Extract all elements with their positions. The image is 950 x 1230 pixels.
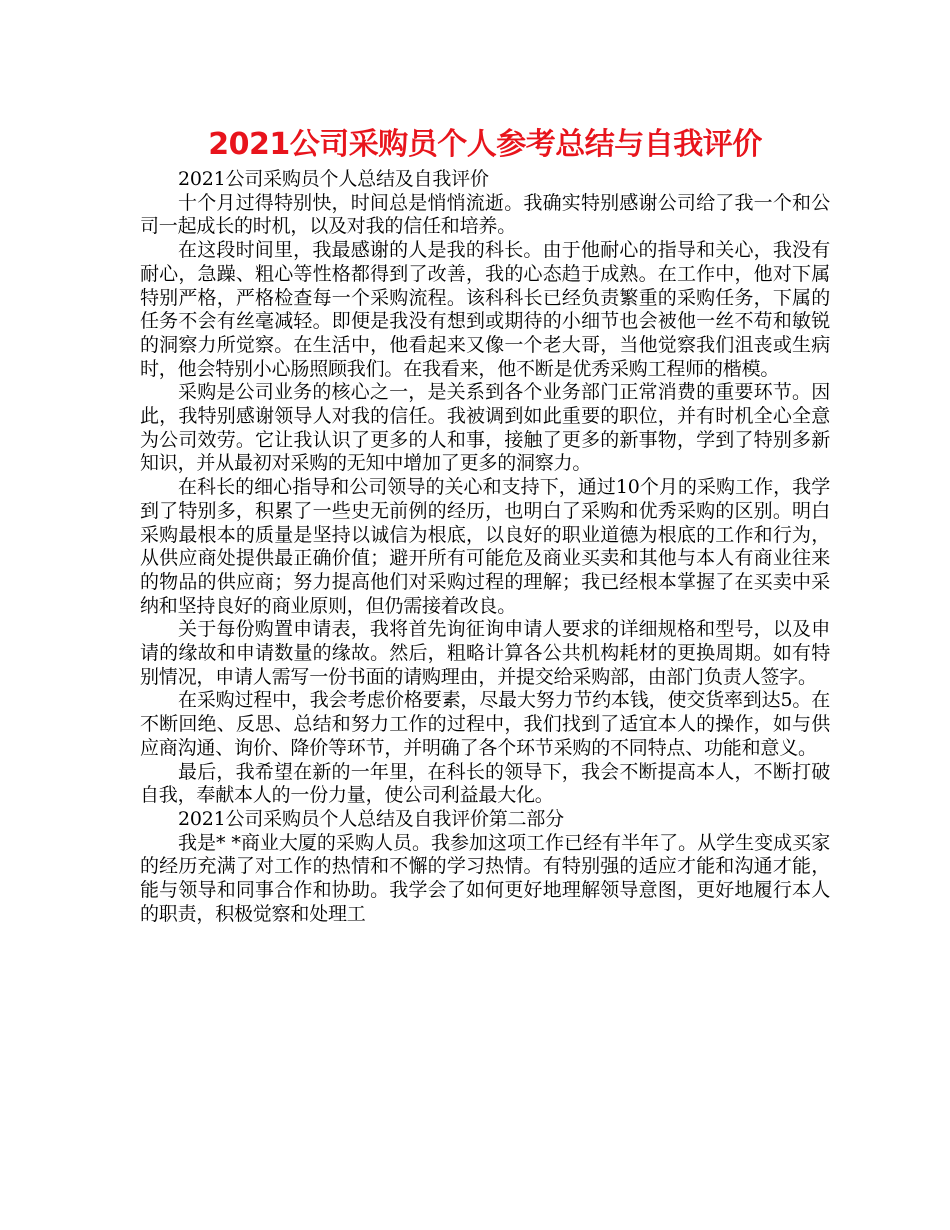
document-page bbox=[140, 122, 830, 927]
paragraph: 在科长的细心指导和公司领导的关心和支持下，通过10个月的采购工作，我学到了特别多，积累了一些史无前例的经历，也明白了采购和优秀采购的区别。明白采购最根本的质量是坚持以诚信为根底，以良好的职业道德为根底的工作和行为，从供应商处提供最正确价值；避开所有可能危及商业买卖和其他与本人有商业往来的物品的供应商；努力提高他们对采购过程的理解；我已经根本掌握了在买卖中采纳和坚持良好的商业原则，但仍需接着改良。 bbox=[140, 476, 830, 617]
document-title: 2021公司采购员个人参考总结与自我评价 bbox=[208, 127, 762, 162]
paragraph: 在采购过程中，我会考虑价格要素，尽最大努力节约本钱，使交货率到达5。在不断回绝、反思、总结和努力工作的过程中，我们找到了适宜本人的操作，如与供应商沟通、询价、降价等环节，并明确了各个环节采购的不同特点、功能和意义。 bbox=[140, 689, 830, 759]
paragraph: 十个月过得特别快，时间总是悄悄流逝。我确实特别感谢公司给了我一个和公司一起成长的时机，以及对我的信任和培养。 bbox=[140, 191, 830, 238]
paragraph: 在这段时间里，我最感谢的人是我的科长。由于他耐心的指导和关心，我没有耐心，急躁、粗心等性格都得到了改善，我的心态趋于成熟。在工作中，他对下属特别严格，严格检查每一个采购流程。该科科长已经负责繁重的采购任务，下属的任务不会有丝毫减轻。即便是我没有想到或期待的小细节也会被他一丝不苟和敏锐的洞察力所觉察。在生活中，他看起来又像一个老大哥，当他觉察我们沮丧或生病时，他会特别小心肠照顾我们。在我看来，他不断是优秀采购工程师的楷模。 bbox=[140, 239, 830, 380]
paragraph: 最后，我希望在新的一年里，在科长的领导下，我会不断提高本人，不断打破自我，奉献本人的一份力量，使公司利益最大化。 bbox=[140, 760, 830, 807]
paragraph: 采购是公司业务的核心之一，是关系到各个业务部门正常消费的重要环节。因此，我特别感谢领导人对我的信任。我被调到如此重要的职位，并有时机全心全意为公司效劳。它让我认识了更多的人和事，接触了更多的新事物，学到了特别多新知识，并从最初对采购的无知中增加了更多的洞察力。 bbox=[140, 381, 830, 475]
paragraph-subtitle-2: 2021公司采购员个人总结及自我评价第二部分 bbox=[178, 807, 564, 830]
paragraph-subtitle-1: 2021公司采购员个人总结及自我评价 bbox=[178, 168, 489, 190]
paragraph: 我是* *商业大厦的采购人员。我参加这项工作已经有半年了。从学生变成买家的经历充满了对工作的热情和不懈的学习热情。有特别强的适应才能和沟通才能，能与领导和同事合作和协助。我学会了如何更好地理解领导意图，更好地履行本人的职责，积极觉察和处理工 bbox=[140, 831, 830, 925]
paragraph: 关于每份购置申请表，我将首先询征询申请人要求的详细规格和型号，以及申请的缘故和申请数量的缘故。然后，粗略计算各公共机构耗材的更换周期。如有特别情况，申请人需写一份书面的请购理由，并提交给采购部，由部门负责人签字。 bbox=[140, 618, 830, 688]
